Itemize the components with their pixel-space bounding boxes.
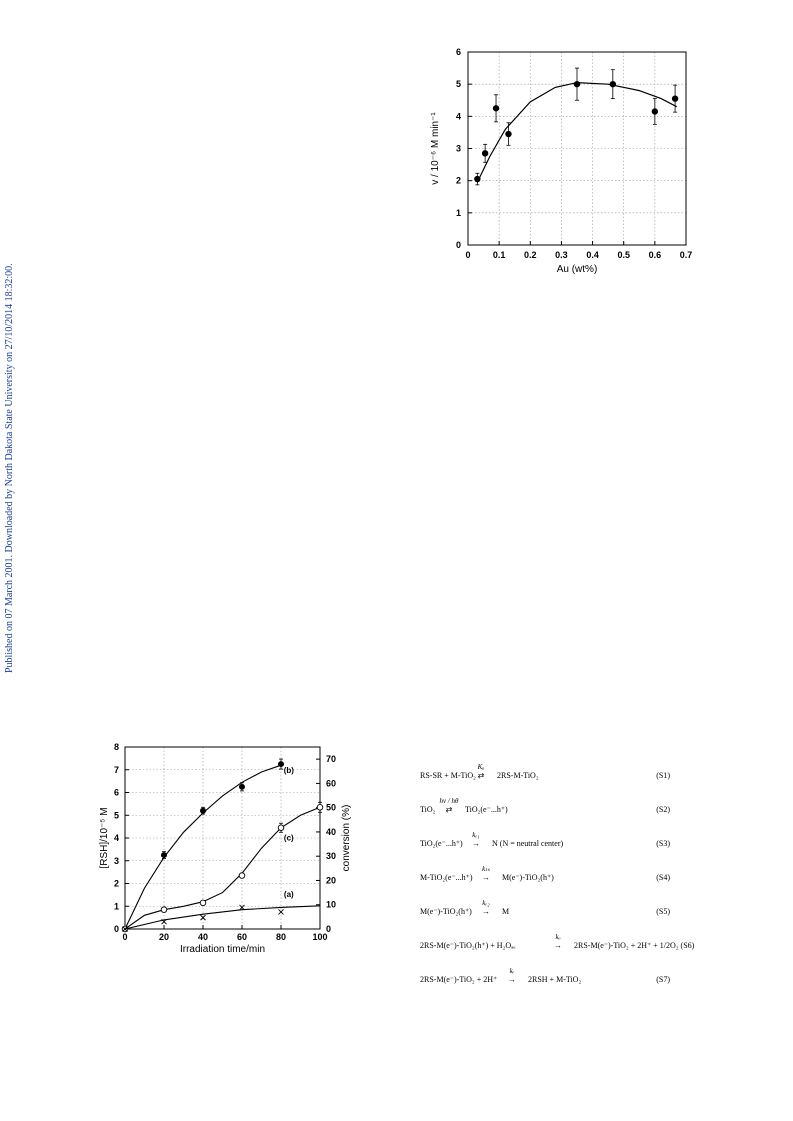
x-tick-label: 0.1 <box>492 250 506 260</box>
x-axis-label: Irradiation time/min <box>179 944 266 955</box>
step-arrow <box>546 933 570 950</box>
step-products: N (N = neutral center) <box>492 839 564 848</box>
y-tick-label: 1 <box>455 207 461 218</box>
step-products: M(e⁻)-TiO₂(h⁺) <box>502 873 554 882</box>
arrow-glyph: → <box>508 975 516 984</box>
step-arrow <box>500 967 524 984</box>
data-point <box>505 131 511 137</box>
scheme-step <box>420 760 750 780</box>
rate-constant: Kₐ <box>477 763 485 771</box>
data-point <box>161 852 167 858</box>
x-tick-label: 0.5 <box>617 250 630 260</box>
data-point <box>200 900 206 906</box>
arrow-glyph: → <box>482 873 490 882</box>
y-tick-label: 0 <box>455 240 461 250</box>
step-products: TiO₂(e⁻...h⁺) <box>465 805 508 814</box>
x-axis-label: Au (wt%) <box>556 264 598 275</box>
data-point <box>482 150 488 156</box>
arrow-glyph: → <box>482 907 490 916</box>
arrow-glyph: ⇄ <box>477 771 485 780</box>
y-tick-label: 3 <box>113 855 119 866</box>
x-tick-label: 0.2 <box>524 250 537 260</box>
x-tick-label: 40 <box>197 932 209 942</box>
step-label: (S2) <box>656 805 670 814</box>
x-tick-label: 100 <box>312 932 328 942</box>
y2-tick-label: 0 <box>326 924 332 934</box>
x-tick-label: 0.6 <box>648 250 662 260</box>
chart-rsh-vs-time <box>100 738 370 968</box>
scheme-step <box>420 930 750 950</box>
y-tick-label: 3 <box>455 143 461 154</box>
data-point <box>474 176 480 182</box>
step-arrow <box>474 865 498 882</box>
rate-constant: kₒ <box>555 933 561 941</box>
step-reactants: M(e⁻)-TiO₂(h⁺) <box>420 907 472 916</box>
rate-constant: hν / hθ <box>439 797 459 805</box>
x-tick-label: 0 <box>122 932 128 942</box>
y-tick-label: 1 <box>113 901 119 912</box>
x-tick-label: 0.7 <box>679 250 693 260</box>
rate-constant: kₑ₁ <box>472 831 480 839</box>
arrow-glyph: → <box>472 839 480 848</box>
scheme-step <box>420 794 750 814</box>
step-label: (S1) <box>656 771 670 780</box>
data-point <box>239 873 245 879</box>
scheme-step <box>420 828 750 848</box>
data-point <box>652 108 658 114</box>
x-tick-label: 60 <box>236 932 248 942</box>
rate-constant: kᵣ <box>509 967 515 975</box>
y-tick-label: 8 <box>113 742 119 752</box>
data-point <box>317 804 323 810</box>
scheme-step <box>420 862 750 882</box>
step-label: (S3) <box>656 839 670 848</box>
y2-tick-label: 20 <box>326 875 337 886</box>
y2-tick-label: 50 <box>326 802 337 813</box>
y-axis-label: v / 10⁻⁶ M min⁻¹ <box>430 112 441 185</box>
step-label: (S7) <box>656 975 670 984</box>
step-reactants: RS-SR + M-TiO₂ <box>420 771 476 780</box>
step-reactants: TiO₂(e⁻...h⁺) <box>420 839 463 848</box>
step-products: M <box>502 907 510 916</box>
data-point <box>610 81 616 87</box>
series-curve <box>125 906 320 929</box>
step-products: 2RS-M(e⁻)-TiO₂ + 2H⁺ + 1/2O₂ (S6) <box>574 941 695 950</box>
step-arrow <box>437 797 461 814</box>
arrow-glyph: ⇄ <box>445 805 453 814</box>
step-arrow <box>464 831 488 848</box>
series-label: (c) <box>283 833 294 843</box>
rate-constant: kₜₛ <box>482 865 490 873</box>
data-point <box>278 825 284 831</box>
step-arrow <box>474 899 498 916</box>
scheme-step <box>420 896 750 916</box>
y2-tick-label: 70 <box>326 754 337 765</box>
x-tick-label: 0.3 <box>555 250 568 260</box>
y2-tick-label: 30 <box>326 851 337 862</box>
y2-tick-label: 10 <box>326 899 337 910</box>
step-products: 2RS-M-TiO₂ <box>497 771 539 780</box>
y2-tick-label: 60 <box>326 778 337 789</box>
series-label: (b) <box>283 766 294 776</box>
y-tick-label: 0 <box>113 924 119 934</box>
series-curve <box>125 807 320 929</box>
y-tick-label: 6 <box>455 47 461 57</box>
step-products: 2RSH + M-TiO₂ <box>528 975 582 984</box>
y-tick-label: 6 <box>113 787 119 798</box>
step-label: (S4) <box>656 873 670 882</box>
scheme-step <box>420 964 750 984</box>
x-tick-label: 0.4 <box>586 250 599 260</box>
data-point <box>200 808 206 814</box>
y-tick-label: 5 <box>455 79 461 90</box>
y2-axis-label: conversion (%) <box>341 804 352 872</box>
data-point <box>672 95 678 101</box>
step-reactants: 2RS-M(e⁻)-TiO₂(h⁺) + H₂Oₐₑ <box>420 941 516 950</box>
step-arrow <box>469 763 493 780</box>
step-reactants: TiO₂ <box>420 805 436 814</box>
arrow-glyph: → <box>554 941 562 950</box>
data-point <box>493 105 499 111</box>
x-tick-label: 0 <box>465 250 471 260</box>
step-label: (S5) <box>656 907 670 916</box>
chart-rate-vs-au <box>410 40 710 290</box>
x-tick-label: 80 <box>275 932 287 942</box>
data-point <box>239 784 245 790</box>
y-tick-label: 4 <box>113 833 119 843</box>
y-tick-label: 7 <box>113 764 119 775</box>
y-tick-label: 2 <box>455 175 461 186</box>
data-point <box>161 907 167 913</box>
y-tick-label: 4 <box>455 111 461 122</box>
y-tick-label: 5 <box>113 810 119 821</box>
y-tick-label: 2 <box>113 878 119 889</box>
x-tick-label: 20 <box>158 932 170 942</box>
y-axis-label: [RSH]/10⁻⁵ M <box>99 807 110 869</box>
rate-constant: kₑ₂ <box>482 899 490 907</box>
download-watermark: Published on 07 March 2001. Downloaded by North Dakota State University on 27/10/2014 18:32:00. <box>4 263 15 673</box>
series-label: (a) <box>283 890 294 900</box>
step-reactants: M-TiO₂(e⁻...h⁺) <box>420 873 473 882</box>
y2-tick-label: 40 <box>326 826 337 837</box>
data-point <box>574 81 580 87</box>
step-reactants: 2RS-M(e⁻)-TiO₂ + 2H⁺ <box>420 975 498 984</box>
